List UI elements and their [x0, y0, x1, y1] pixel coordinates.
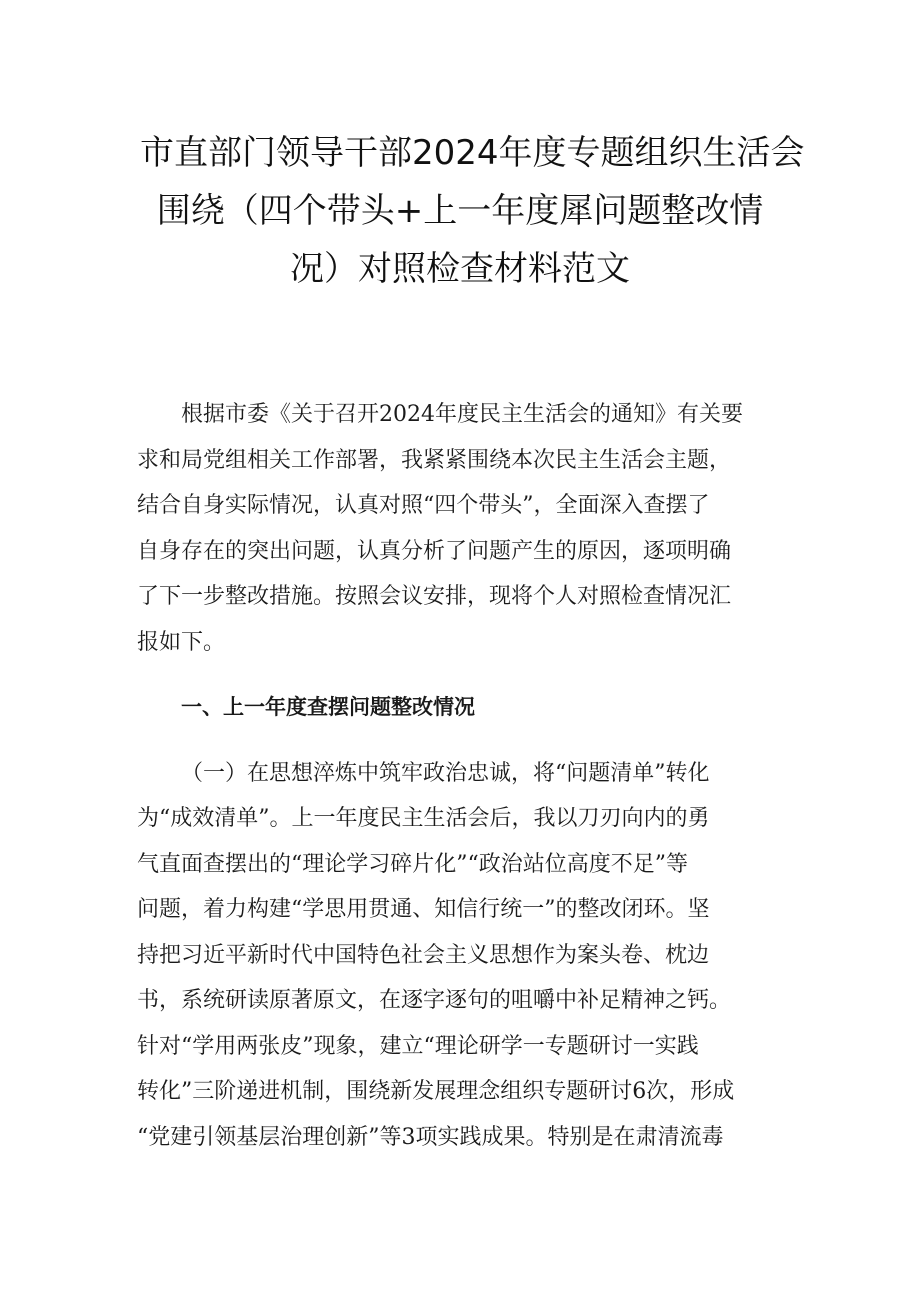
section-line: 针对“学用两张皮”现象，建立“理论研学一专题研讨一实践	[137, 1033, 699, 1059]
section-line: 问题，着力构建“学思用贯通、知信行统一”的整改闭环。坚	[137, 897, 710, 922]
section-line: （一）在思想淬炼中筑牢政治忠诚，将“问题清单”转化	[181, 760, 710, 786]
section-line: 气直面查摆出的“理论学习碎片化”“政治站位高度不足”等	[137, 851, 688, 877]
document-body	[137, 392, 777, 1160]
section-line: 为“成效清单”。上一年度民主生活会后，我以刀刃向内的勇	[137, 806, 710, 831]
section-line: 书，系统研读原著原文，在逐字逐句的咀嚼中补足精神之钙。	[137, 988, 732, 1013]
document-title	[140, 124, 805, 298]
section-paragraph	[137, 751, 777, 1161]
paragraph-spacer	[137, 665, 777, 685]
title-line-3: 况）对照检查材料范文	[290, 249, 630, 289]
section-line: 持把习近平新时代中国特色社会主义思想作为案头卷、枕边	[137, 942, 710, 968]
intro-line: 报如下。	[137, 629, 226, 655]
intro-line: 自身存在的突出问题，认真分析了问题产生的原因，逐项明确	[137, 538, 732, 564]
section-line: 转化”三阶递进机制，围绕新发展理念组织专题研讨6次，形成	[137, 1079, 735, 1104]
section-line: “党建引领基层治理创新”等3项实践成果。特别是在肃清流毒	[137, 1124, 724, 1150]
title-line-2: 围绕（四个带头+上一年度犀问题整改情	[156, 191, 764, 231]
intro-line: 根据市委《关于召开2024年度民主生活会的通知》有关要	[181, 402, 743, 427]
title-line-1: 市直部门领导干部2024年度专题组织生活会	[140, 133, 805, 173]
intro-line: 结合自身实际情况，认真对照“四个带头”，全面深入查摆了	[137, 493, 710, 518]
paragraph-spacer	[137, 731, 777, 751]
intro-line: 求和局党组相关工作部署，我紧紧围绕本次民主生活会主题，	[137, 447, 732, 473]
intro-line: 了下一步整改措施。按照会议安排，现将个人对照检查情况汇	[137, 584, 732, 609]
intro-paragraph	[137, 392, 777, 665]
section-heading: 一、上一年度查摆问题整改情况	[181, 695, 475, 719]
